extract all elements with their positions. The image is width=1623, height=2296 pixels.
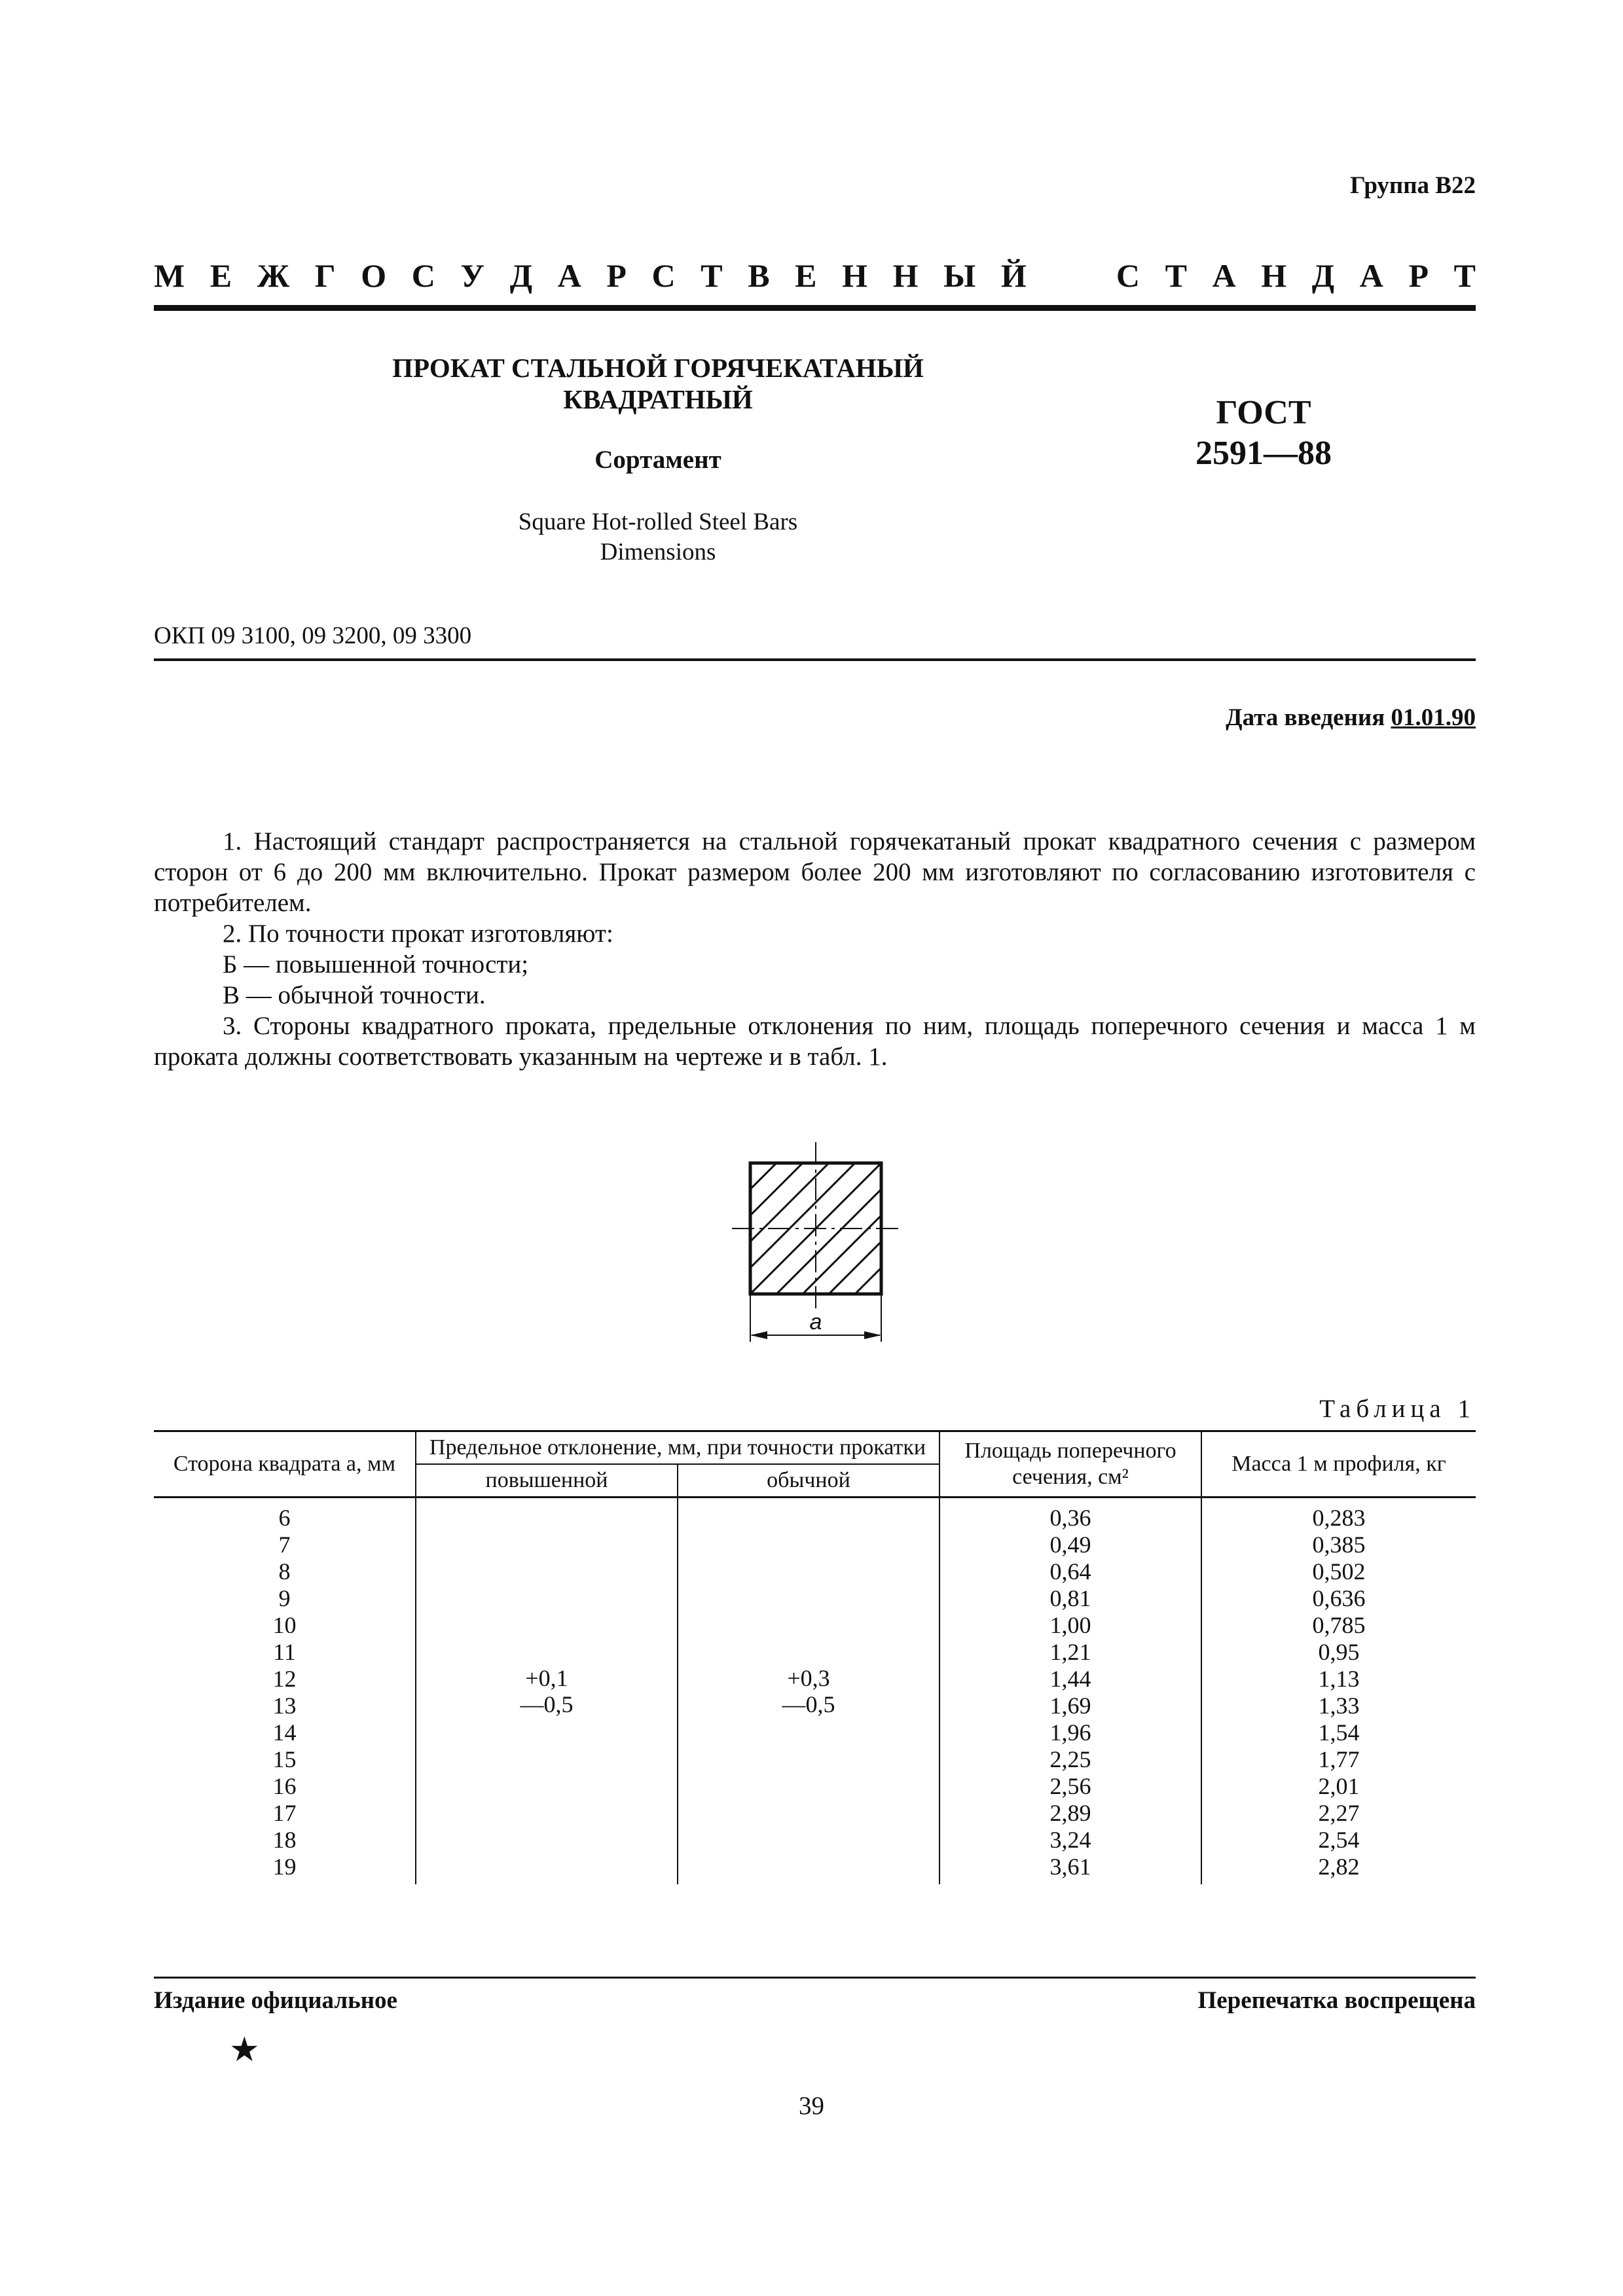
table-cell: 6 — [278, 1505, 291, 1531]
banner-gap — [1051, 257, 1091, 295]
banner-letter: О — [361, 257, 387, 294]
banner-letter: С — [651, 257, 676, 294]
paragraph: 1. Настоящий стандарт распространяется на стальной горячекатаный прокат квадратного сечения с размером сторон от 6 до 200 мм включительно. Прокат размером более 200 мм изготовляют по согласованию изготовителя с потребителем. — [154, 827, 1476, 917]
table-cell: 0,636 — [1312, 1585, 1366, 1611]
arrow-left-icon — [750, 1331, 767, 1339]
table-cell: 0,785 — [1312, 1612, 1366, 1638]
paragraph: 3. Стороны квадратного проката, предельные отклонения по ним, площадь поперечного сечения и масса 1 м проката должны соответствовать указанным на чертеже и в табл. 1. — [154, 1012, 1476, 1071]
banner-letter: А — [1359, 257, 1383, 294]
banner-letter: Р — [1408, 257, 1429, 294]
page-number: 39 — [799, 2092, 824, 2120]
table-cell: 2,56 — [1049, 1773, 1091, 1799]
paragraph: В — обычной точности. — [223, 981, 486, 1009]
header-increased: повышенной — [416, 1464, 678, 1498]
english-title-line: Square Hot-rolled Steel Bars — [518, 509, 798, 535]
arrow-right-icon — [864, 1331, 881, 1339]
tolerance-minus: —0,5 — [782, 1691, 835, 1717]
banner-letter: Т — [701, 257, 723, 294]
banner-letter: Д — [509, 257, 533, 294]
banner-letter: С — [1116, 257, 1140, 294]
mass-column — [1201, 1498, 1476, 1885]
table-cell: 1,44 — [1049, 1666, 1091, 1692]
reprint-prohibited-note: Перепечатка воспрещена — [1197, 1987, 1476, 2014]
official-edition-note: Издание официальное — [154, 1987, 397, 2014]
banner-letter: А — [557, 257, 581, 294]
table-cell: 0,81 — [1049, 1585, 1091, 1611]
banner-letter: Ж — [257, 257, 290, 294]
table-cell: 8 — [278, 1558, 291, 1585]
header-side: Сторона квадрата а, мм — [154, 1431, 416, 1498]
header-rule — [154, 305, 1476, 311]
table-cell: 1,33 — [1318, 1693, 1360, 1719]
table-cell: 3,61 — [1049, 1854, 1091, 1880]
paragraph: 2. По точности прокат изготовляют: — [223, 920, 613, 948]
banner-letter: Т — [1453, 257, 1476, 294]
banner-letter: У — [460, 257, 485, 294]
banner-letter: Т — [1165, 257, 1187, 294]
banner-letter: Е — [210, 257, 232, 294]
header-mass: Масса 1 м профиля, кг — [1201, 1431, 1476, 1498]
side-column — [154, 1498, 416, 1885]
table-cell: 0,95 — [1318, 1639, 1360, 1665]
table-cell: 1,13 — [1318, 1666, 1360, 1692]
tolerance-minus: —0,5 — [520, 1691, 574, 1717]
gost-number — [1165, 393, 1362, 474]
gost-label: ГОСТ — [1216, 394, 1311, 431]
table-cell: 2,82 — [1318, 1854, 1360, 1880]
table-cell: 1,69 — [1049, 1693, 1091, 1719]
table-cell: 0,502 — [1312, 1558, 1366, 1585]
table-cell: 3,24 — [1049, 1827, 1091, 1853]
english-title — [354, 507, 962, 567]
table-cell: 9 — [278, 1585, 291, 1611]
title-line: ПРОКАТ СТАЛЬНОЙ ГОРЯЧЕКАТАНЫЙ — [392, 353, 924, 383]
table-cell: 13 — [272, 1693, 297, 1719]
table-cell: 19 — [272, 1854, 297, 1880]
star-icon: ★ — [229, 2032, 260, 2069]
table-cell: 1,00 — [1049, 1612, 1091, 1638]
assortment-table — [154, 1430, 1476, 1884]
gost-code: 2591—88 — [1195, 435, 1332, 472]
table-cell: 0,49 — [1049, 1532, 1091, 1558]
english-title-line: Dimensions — [600, 539, 716, 565]
table-cell: 11 — [273, 1639, 296, 1665]
table-cell: 2,27 — [1318, 1800, 1360, 1826]
tolerance-plus: +0,1 — [525, 1665, 568, 1691]
table-cell: 1,96 — [1049, 1719, 1091, 1746]
table-cell: 0,36 — [1049, 1505, 1091, 1531]
banner-letter: Е — [795, 257, 817, 294]
banner-letter: М — [154, 257, 185, 294]
tolerance-ordinary — [678, 1498, 939, 1885]
table-cell: 12 — [272, 1666, 297, 1692]
table-cell: 0,283 — [1312, 1505, 1366, 1531]
table-cell: 1,54 — [1318, 1719, 1360, 1746]
header-area: Площадь поперечного сечения, см² — [939, 1431, 1201, 1498]
banner-letter: Н — [1261, 257, 1287, 294]
group-label: Группа В22 — [1350, 172, 1476, 199]
footer-rule — [154, 1977, 1476, 1979]
banner-letter: А — [1212, 257, 1236, 294]
table-cell: 2,54 — [1318, 1827, 1360, 1853]
banner-letter: Ы — [943, 257, 976, 294]
body-text — [154, 826, 1476, 1072]
table-cell: 16 — [272, 1773, 297, 1799]
table-cell: 2,89 — [1049, 1800, 1091, 1826]
table-cell: 1,77 — [1318, 1746, 1360, 1772]
banner-letter: С — [411, 257, 435, 294]
document-title — [354, 352, 962, 415]
banner-letter: Н — [842, 257, 868, 294]
banner-letter: В — [748, 257, 770, 294]
table-cell: 17 — [272, 1800, 297, 1826]
banner-letter: Г — [314, 257, 336, 294]
section-rule — [154, 658, 1476, 661]
dimension-label: a — [809, 1310, 822, 1335]
table-cell: 10 — [272, 1612, 297, 1638]
okp-codes: ОКП 09 3100, 09 3200, 09 3300 — [154, 622, 472, 649]
table-cell: 0,385 — [1312, 1532, 1366, 1558]
standard-banner — [154, 257, 1476, 295]
tolerance-increased — [416, 1498, 678, 1885]
banner-letter: Н — [892, 257, 919, 294]
table-cell: 0,64 — [1049, 1558, 1091, 1585]
area-column — [939, 1498, 1201, 1885]
table-cell: 18 — [272, 1827, 297, 1853]
effective-date-label: Дата введения — [1226, 704, 1391, 731]
table-cell: 2,25 — [1049, 1746, 1091, 1772]
table-cell: 2,01 — [1318, 1773, 1360, 1799]
header-deviation: Предельное отклонение, мм, при точности прокатки — [416, 1431, 939, 1465]
document-subtitle: Сортамент — [594, 446, 721, 474]
banner-letter: Й — [1000, 257, 1027, 294]
table-cell: 15 — [272, 1746, 297, 1772]
paragraph: Б — повышенной точности; — [223, 950, 529, 978]
banner-letter: Д — [1311, 257, 1335, 294]
tolerance-plus: +0,3 — [787, 1665, 830, 1691]
header-ordinary: обычной — [678, 1464, 939, 1498]
table-cell: 14 — [272, 1719, 297, 1746]
effective-date — [1226, 704, 1476, 732]
square-section-drawing — [720, 1142, 910, 1358]
table-cell: 1,21 — [1049, 1639, 1091, 1665]
banner-letter: Р — [606, 257, 627, 294]
title-line: КВАДРАТНЫЙ — [563, 384, 753, 414]
table-caption: Таблица 1 — [1319, 1395, 1476, 1423]
effective-date-value: 01.01.90 — [1391, 704, 1476, 731]
table-cell: 7 — [278, 1532, 291, 1558]
